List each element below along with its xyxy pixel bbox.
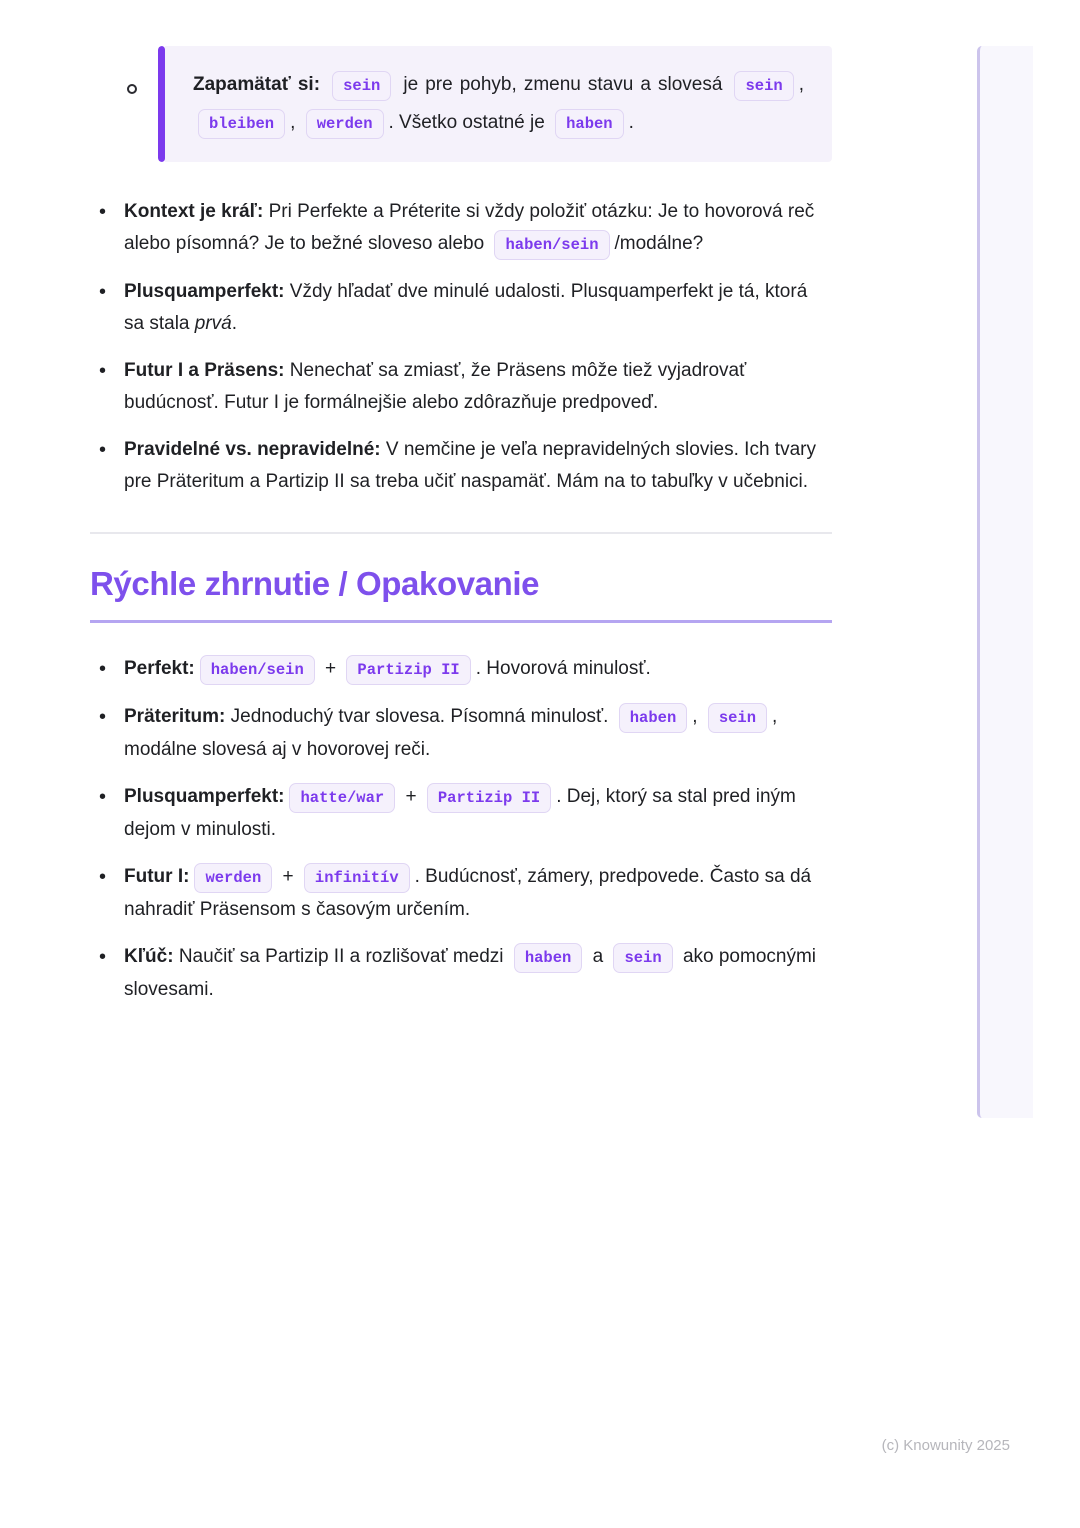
text: + [277,866,299,887]
code-chip: haben/sein [494,230,609,260]
code-chip: haben [514,943,583,973]
list-item [90,701,832,766]
text: . Budúcnosť, zámery, predpovede. Často sa dá nahradiť Präsensom s časovým určením. [124,866,812,920]
text: . Všetko ostatné je [388,112,551,133]
bold-text: Präteritum: [124,706,231,727]
code-chip: werden [306,109,384,139]
text: Nenechať sa zmiasť, že Präsens môže tiež vyjadrovať budúcnosť. Futur I je formálnejšie alebo zdôrazňuje predpoveď. [124,360,747,413]
list-item [90,355,832,419]
callout-accent-bar [158,46,165,162]
text: , [290,112,301,133]
text: je pre pohyb, zmenu stavu a slovesá [396,74,730,95]
code-chip: sein [332,71,391,101]
bold-text: Kľúč: [124,946,179,967]
text: /modálne? [614,233,704,254]
code-chip: sein [734,71,793,101]
section-divider [90,532,832,534]
text: a [587,946,609,967]
list-item [90,434,832,498]
bold-text: Plusquamperfekt: [124,281,290,302]
text: . Hovorová minulosť. [475,658,651,679]
nested-list-item [90,46,832,162]
text: + [400,786,422,807]
notes-list [90,196,832,498]
hollow-circle-bullet [127,84,137,94]
text: Vždy hľadať dve minulé udalosti. Plusquamperfekt je tá, ktorá sa stala [124,281,808,334]
text: Naučiť sa Partizip II a rozlišovať medzi [178,946,509,967]
summary-list [90,653,832,1006]
next-page-edge-panel [977,46,1033,1118]
text: ako pomocnými slovesami. [124,946,817,1000]
callout-text [165,46,832,162]
code-chip: bleiben [198,109,285,139]
bold-text: Zapamätať si: [193,74,328,95]
list-item [90,781,832,846]
list-item [90,861,832,926]
code-chip: sein [708,703,767,733]
list-item [90,653,832,686]
text: Pri Perfekte a Préterite si vždy položiť otázku: Je to hovorová reč alebo písomná? Je to bežné sloveso alebo [124,201,815,254]
list-item [90,196,832,261]
text: V nemčine je veľa nepravidelných slovies. Ich tvary pre Präteritum a Partizip II sa treba učiť naspamäť. Mám na to tabuľky v učebnici. [124,439,816,492]
code-chip: hatte/war [289,783,395,813]
code-chip: Partizip II [427,783,551,813]
code-chip: Partizip II [346,655,470,685]
text: , [798,74,804,95]
bold-text: Perfekt: [124,658,195,679]
text: Jednoduchý tvar slovesa. Písomná minulosť. [230,706,614,727]
list-item [90,941,832,1006]
code-chip: werden [194,863,272,893]
bold-text: Pravidelné vs. nepravidelné: [124,439,386,460]
italic-text: prvá [194,313,232,334]
copyright-note: (c) Knowunity 2025 [881,1437,1010,1454]
code-chip: haben/sein [200,655,315,685]
bold-text: Futur I: [124,866,190,887]
bold-text: Plusquamperfekt: [124,786,285,807]
list-item [90,276,832,340]
text: , modálne slovesá aj v hovorovej reči. [124,706,778,760]
bold-text: Kontext je kráľ: [124,201,269,222]
code-chip: infinitív [304,863,410,893]
tip-callout [158,46,832,162]
text: . Dej, ktorý sa stal pred iným dejom v minulosti. [124,786,796,840]
code-chip: haben [619,703,688,733]
bold-text: Futur I a Präsens: [124,360,290,381]
code-chip: haben [555,109,624,139]
text: . [628,112,634,133]
text: . [231,313,238,334]
document-content [90,46,832,1021]
text: , [692,706,703,727]
text: + [319,658,342,679]
section-title: Rýchle zhrnutie / Opakovanie [90,564,832,623]
code-chip: sein [613,943,672,973]
